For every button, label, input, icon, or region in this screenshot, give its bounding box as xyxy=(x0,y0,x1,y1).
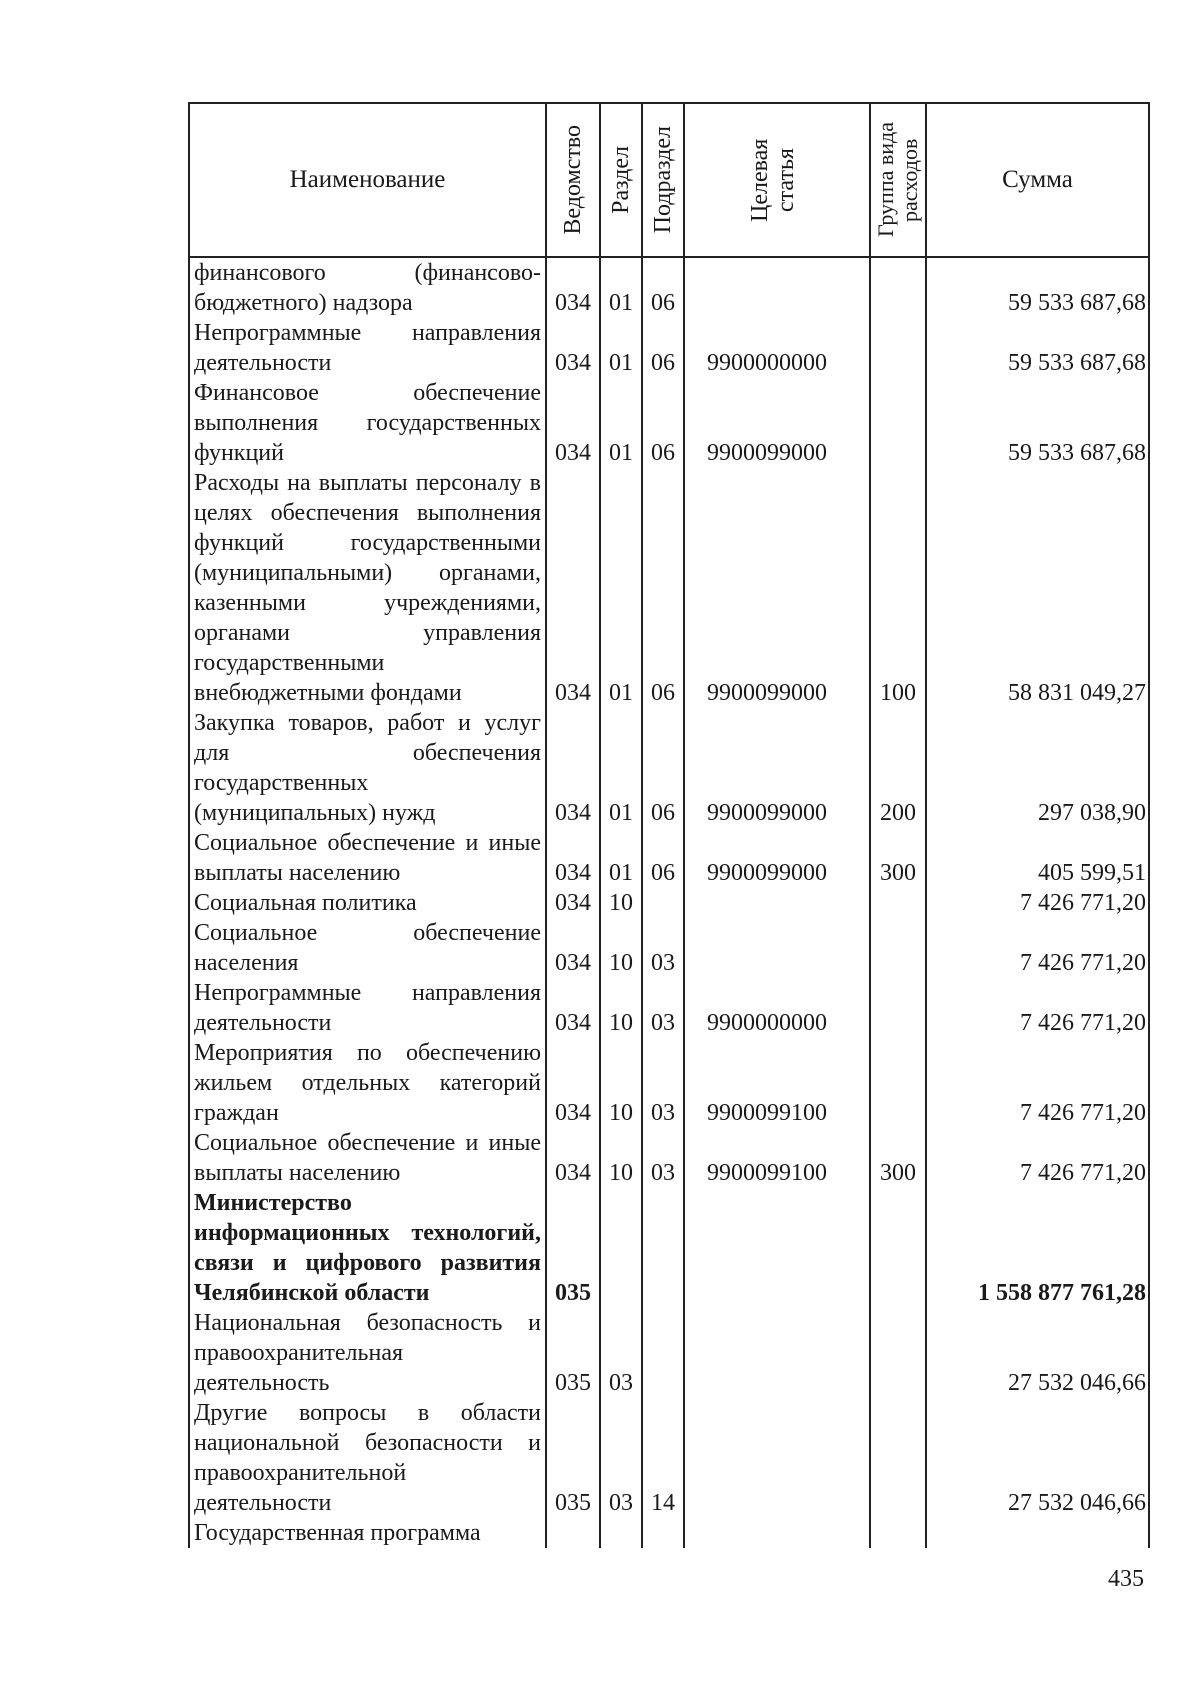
header-summa: Сумма xyxy=(926,103,1149,257)
gruppa-cell: 300 xyxy=(870,1128,926,1188)
summa-cell: 58 831 049,27 xyxy=(926,468,1149,708)
celevaya-statya-cell: 9900099000 xyxy=(684,708,870,828)
name-cell: Социальное обеспечение и иные выплаты населению xyxy=(189,1128,546,1188)
vedomstvo-cell: 035 xyxy=(546,1188,600,1308)
gruppa-cell xyxy=(870,888,926,918)
table-row xyxy=(189,918,1149,978)
razdel-cell: 10 xyxy=(600,918,642,978)
table-row xyxy=(189,978,1149,1038)
name-cell: Расходы на выплаты персоналу в целях обеспечения выполнения функций государственными (муниципальными) органами, казенными учреждениями, органами управления государственными внебюджетными фондами xyxy=(189,468,546,708)
table-body xyxy=(189,257,1149,1548)
vedomstvo-cell: 035 xyxy=(546,1398,600,1518)
podrazdel-cell: 03 xyxy=(642,978,684,1038)
gruppa-cell: 200 xyxy=(870,708,926,828)
vedomstvo-cell xyxy=(546,1518,600,1548)
gruppa-cell: 100 xyxy=(870,468,926,708)
name-cell: Министерство информационных технологий, связи и цифрового развития Челябинской области xyxy=(189,1188,546,1308)
razdel-cell: 01 xyxy=(600,828,642,888)
header-name: Наименование xyxy=(189,103,546,257)
summa-cell: 7 426 771,20 xyxy=(926,1038,1149,1128)
celevaya-statya-cell: 9900099000 xyxy=(684,468,870,708)
name-cell: Государственная программа xyxy=(189,1518,546,1548)
vedomstvo-cell: 034 xyxy=(546,828,600,888)
vedomstvo-cell: 034 xyxy=(546,378,600,468)
header-vedomstvo: Ведомство xyxy=(546,103,600,257)
gruppa-cell xyxy=(870,1308,926,1398)
razdel-cell: 01 xyxy=(600,708,642,828)
razdel-cell: 01 xyxy=(600,468,642,708)
summa-cell: 27 532 046,66 xyxy=(926,1398,1149,1518)
razdel-cell xyxy=(600,1188,642,1308)
celevaya-statya-cell: 9900000000 xyxy=(684,978,870,1038)
gruppa-cell xyxy=(870,978,926,1038)
table-row xyxy=(189,468,1149,708)
celevaya-statya-cell: 9900000000 xyxy=(684,318,870,378)
vedomstvo-cell: 034 xyxy=(546,257,600,318)
celevaya-statya-cell: 9900099100 xyxy=(684,1128,870,1188)
summa-cell: 7 426 771,20 xyxy=(926,1128,1149,1188)
table-row xyxy=(189,828,1149,888)
header-razdel: Раздел xyxy=(600,103,642,257)
header-celevaya-statya: Целевая статья xyxy=(684,103,870,257)
razdel-cell: 01 xyxy=(600,257,642,318)
name-cell: финансового (финансово-бюджетного) надзора xyxy=(189,257,546,318)
celevaya-statya-cell xyxy=(684,1398,870,1518)
summa-cell: 59 533 687,68 xyxy=(926,318,1149,378)
razdel-cell: 01 xyxy=(600,318,642,378)
name-cell: Закупка товаров, работ и услуг для обеспечения государственных (муниципальных) нужд xyxy=(189,708,546,828)
vedomstvo-cell: 034 xyxy=(546,1038,600,1128)
table-row xyxy=(189,1128,1149,1188)
gruppa-cell xyxy=(870,318,926,378)
razdel-cell: 10 xyxy=(600,978,642,1038)
header-podrazdel: Подраздел xyxy=(642,103,684,257)
vedomstvo-cell: 034 xyxy=(546,1128,600,1188)
summa-cell xyxy=(926,1518,1149,1548)
podrazdel-cell: 14 xyxy=(642,1398,684,1518)
vedomstvo-cell: 034 xyxy=(546,888,600,918)
table-row xyxy=(189,257,1149,318)
summa-cell: 59 533 687,68 xyxy=(926,257,1149,318)
table-header-row xyxy=(189,103,1149,257)
gruppa-cell xyxy=(870,1398,926,1518)
celevaya-statya-cell xyxy=(684,1188,870,1308)
razdel-cell: 01 xyxy=(600,378,642,468)
gruppa-cell xyxy=(870,1188,926,1308)
podrazdel-cell xyxy=(642,1188,684,1308)
summa-cell: 1 558 877 761,28 xyxy=(926,1188,1149,1308)
celevaya-statya-cell xyxy=(684,918,870,978)
celevaya-statya-cell: 9900099000 xyxy=(684,378,870,468)
razdel-cell: 10 xyxy=(600,1038,642,1128)
podrazdel-cell: 06 xyxy=(642,468,684,708)
gruppa-cell: 300 xyxy=(870,828,926,888)
razdel-cell: 03 xyxy=(600,1308,642,1398)
table-row xyxy=(189,1518,1149,1548)
podrazdel-cell: 03 xyxy=(642,1038,684,1128)
podrazdel-cell: 06 xyxy=(642,828,684,888)
summa-cell: 59 533 687,68 xyxy=(926,378,1149,468)
name-cell: Социальная политика xyxy=(189,888,546,918)
table-row xyxy=(189,318,1149,378)
name-cell: Другие вопросы в области национальной безопасности и правоохранительной деятельности xyxy=(189,1398,546,1518)
celevaya-statya-cell xyxy=(684,1518,870,1548)
name-cell: Непрограммные направления деятельности xyxy=(189,978,546,1038)
vedomstvo-cell: 034 xyxy=(546,468,600,708)
summa-cell: 405 599,51 xyxy=(926,828,1149,888)
vedomstvo-cell: 034 xyxy=(546,318,600,378)
razdel-cell: 10 xyxy=(600,888,642,918)
table-row xyxy=(189,1398,1149,1518)
gruppa-cell xyxy=(870,378,926,468)
table-row xyxy=(189,1038,1149,1128)
name-cell: Социальное обеспечение и иные выплаты населению xyxy=(189,828,546,888)
celevaya-statya-cell: 9900099000 xyxy=(684,828,870,888)
budget-table xyxy=(188,102,1150,1548)
razdel-cell xyxy=(600,1518,642,1548)
gruppa-cell xyxy=(870,1038,926,1128)
podrazdel-cell: 06 xyxy=(642,318,684,378)
table-row xyxy=(189,378,1149,468)
summa-cell: 7 426 771,20 xyxy=(926,888,1149,918)
podrazdel-cell: 06 xyxy=(642,378,684,468)
razdel-cell: 10 xyxy=(600,1128,642,1188)
gruppa-cell xyxy=(870,1518,926,1548)
table-row xyxy=(189,1188,1149,1308)
name-cell: Финансовое обеспечение выполнения государственных функций xyxy=(189,378,546,468)
podrazdel-cell: 03 xyxy=(642,918,684,978)
name-cell: Социальное обеспечение населения xyxy=(189,918,546,978)
page-number: 435 xyxy=(1108,1566,1144,1592)
celevaya-statya-cell xyxy=(684,888,870,918)
vedomstvo-cell: 035 xyxy=(546,1308,600,1398)
celevaya-statya-cell xyxy=(684,1308,870,1398)
gruppa-cell xyxy=(870,257,926,318)
razdel-cell: 03 xyxy=(600,1398,642,1518)
summa-cell: 27 532 046,66 xyxy=(926,1308,1149,1398)
name-cell: Национальная безопасность и правоохранительная деятельность xyxy=(189,1308,546,1398)
name-cell: Непрограммные направления деятельности xyxy=(189,318,546,378)
vedomstvo-cell: 034 xyxy=(546,708,600,828)
gruppa-cell xyxy=(870,918,926,978)
podrazdel-cell: 06 xyxy=(642,257,684,318)
table-row xyxy=(189,1308,1149,1398)
vedomstvo-cell: 034 xyxy=(546,918,600,978)
celevaya-statya-cell: 9900099100 xyxy=(684,1038,870,1128)
header-gruppa-vida-rashodov: Группа вида расходов xyxy=(870,103,926,257)
table-row xyxy=(189,888,1149,918)
summa-cell: 7 426 771,20 xyxy=(926,918,1149,978)
name-cell: Мероприятия по обеспечению жильем отдельных категорий граждан xyxy=(189,1038,546,1128)
podrazdel-cell xyxy=(642,1308,684,1398)
podrazdel-cell: 03 xyxy=(642,1128,684,1188)
podrazdel-cell: 06 xyxy=(642,708,684,828)
summa-cell: 7 426 771,20 xyxy=(926,978,1149,1038)
summa-cell: 297 038,90 xyxy=(926,708,1149,828)
celevaya-statya-cell xyxy=(684,257,870,318)
podrazdel-cell xyxy=(642,1518,684,1548)
table-row xyxy=(189,708,1149,828)
vedomstvo-cell: 034 xyxy=(546,978,600,1038)
podrazdel-cell xyxy=(642,888,684,918)
